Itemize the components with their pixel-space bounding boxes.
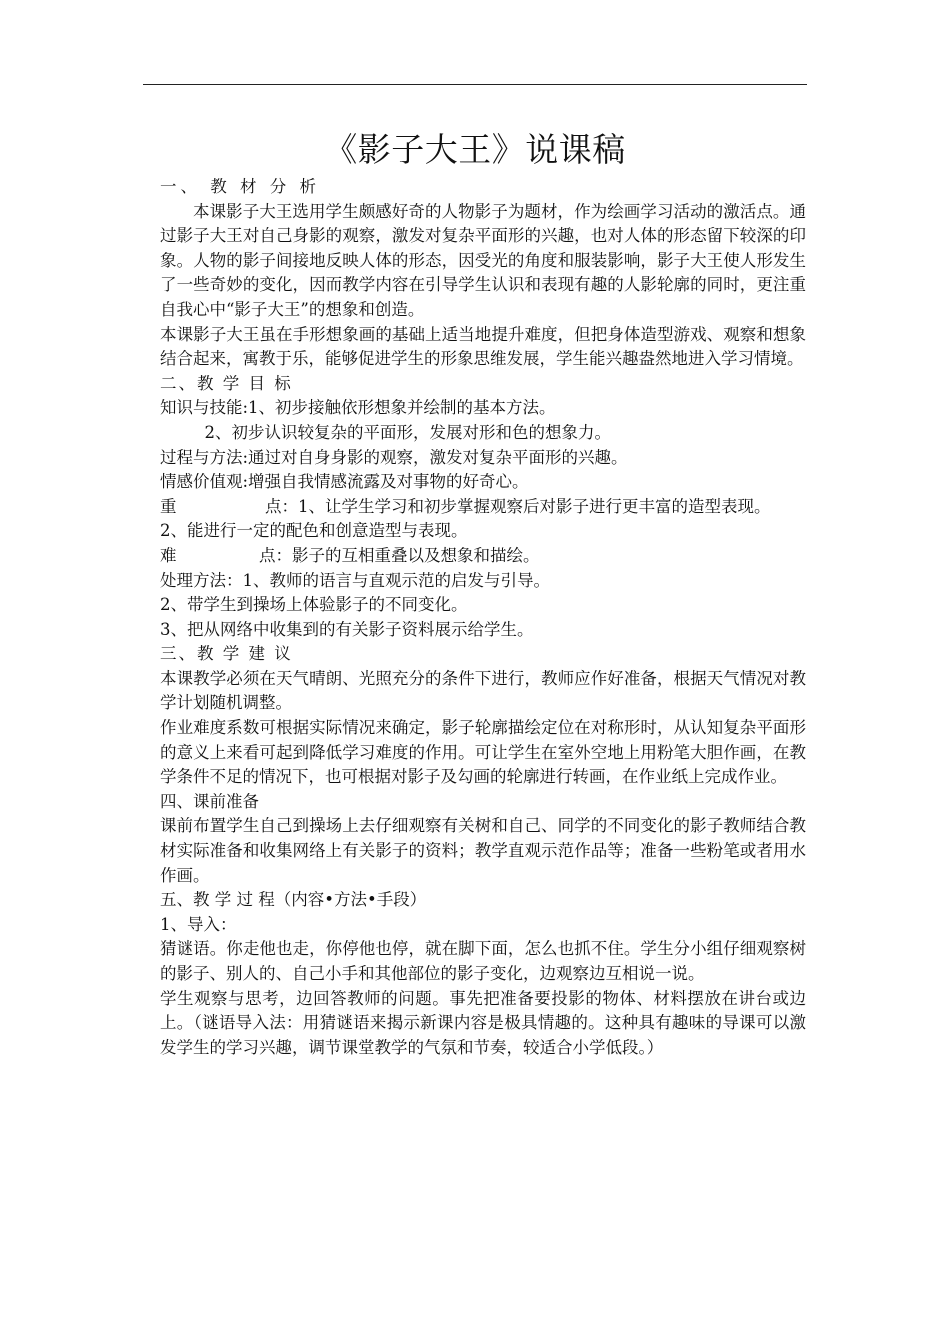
difficulty-line [160,544,806,569]
key-point-line [160,495,806,520]
paragraph: 本课影子大王选用学生颇感好奇的人物影子为题材，作为绘画学习活动的激活点。通过影子大王对自己身影的观察，激发对复杂平面形的兴趣，也对人体的形态留下较深的印象。人物的影子间接地反映人体的形态，因受光的角度和服装影响，影子大王使人形发生了一些奇妙的变化，因而教学内容在引导学生认识和表现有趣的人影轮廓的同时，更注重自我心中“影子大王”的想象和创造。 [160,201,806,319]
paragraph: 课前布置学生自己到操场上去仔细观察有关树和自己、同学的不同变化的影子教师结合教材实际准备和收集网络上有关影子的资料；教学直观示范作品等；准备一些粉笔或者用水作画。 [160,816,806,885]
method-line: 处理方法：1、教师的语言与直观示范的启发与引导。 [160,570,550,590]
section-heading-1: 一、 教 材 分 析 [160,177,320,196]
key-point-text: 点：1、让学生学习和初步掌握观察后对影子进行更丰富的造型表现。 [265,496,771,516]
section-heading-2: 二、教 学 目 标 [160,373,293,393]
paragraph: 本课影子大王虽在手形想象画的基础上适当地提升难度，但把身体造型游戏、观察和想象结合起来，寓教于乐，能够促进学生的形象思维发展，学生能兴趣盎然地进入学习情境。 [160,324,806,369]
section-heading-4: 四、课前准备 [160,791,259,811]
document-title: 《影子大王》说课稿 [324,130,626,169]
method-line: 2、带学生到操场上体验影子的不同变化。 [160,595,468,615]
goal-line: 过程与方法:通过对自身身影的观察，激发对复杂平面形的兴趣。 [160,447,628,467]
method-line: 3、把从网络中收集到的有关影子资料展示给学生。 [160,619,534,639]
key-point-line: 2、能进行一定的配色和创意造型与表现。 [160,521,468,541]
paragraph: 猜谜语。你走他也走，你停他也停，就在脚下面，怎么也抓不住。学生分小组仔细观察树的影子、别人的、自己小手和其他部位的影子变化，边观察边互相说一说。 [160,939,806,983]
goal-line: 情感价值观:增强自我情感流露及对事物的好奇心。 [160,472,529,492]
paragraph: 学生观察与思考，边回答教师的问题。事先把准备要投影的物体、材料摆放在讲台或边上。（谜语导入法：用猜谜语来揭示新课内容是极具情趣的。这种具有趣味的导课可以激发学生的学习兴趣，调节课堂教学的气氛和节奏，较适合小学低段。） [160,988,806,1057]
paragraph: 本课教学必须在天气晴朗、光照充分的条件下进行，教师应作好准备，根据天气情况对教学计划随机调整。 [160,668,806,713]
difficulty-label: 难 [160,545,177,565]
paragraph: 作业难度系数可根据实际情况来确定，影子轮廓描绘定位在对称形时，从认知复杂平面形的意义上来看可起到降低学习难度的作用。可让学生在室外空地上用粉笔大胆作画，在教学条件不足的情况下，也可根据对影子及勾画的轮廓进行转画，在作业纸上完成作业。 [160,718,806,787]
key-point-label: 重 [160,496,177,516]
section-heading-5: 五、教 学 过 程（内容•方法•手段） [160,890,427,910]
goal-line: 知识与技能:1、初步接触依形想象并绘制的基本方法。 [160,398,556,418]
header-rule [143,84,807,85]
difficulty-text: 点：影子的互相重叠以及想象和描绘。 [259,545,540,565]
section-heading-3: 三、教 学 建 议 [160,644,293,664]
goal-line: 2、初步认识较复杂的平面形，发展对形和色的想象力。 [204,422,612,442]
subsection-heading: 1、导入： [160,914,237,934]
document-body [160,175,806,1060]
